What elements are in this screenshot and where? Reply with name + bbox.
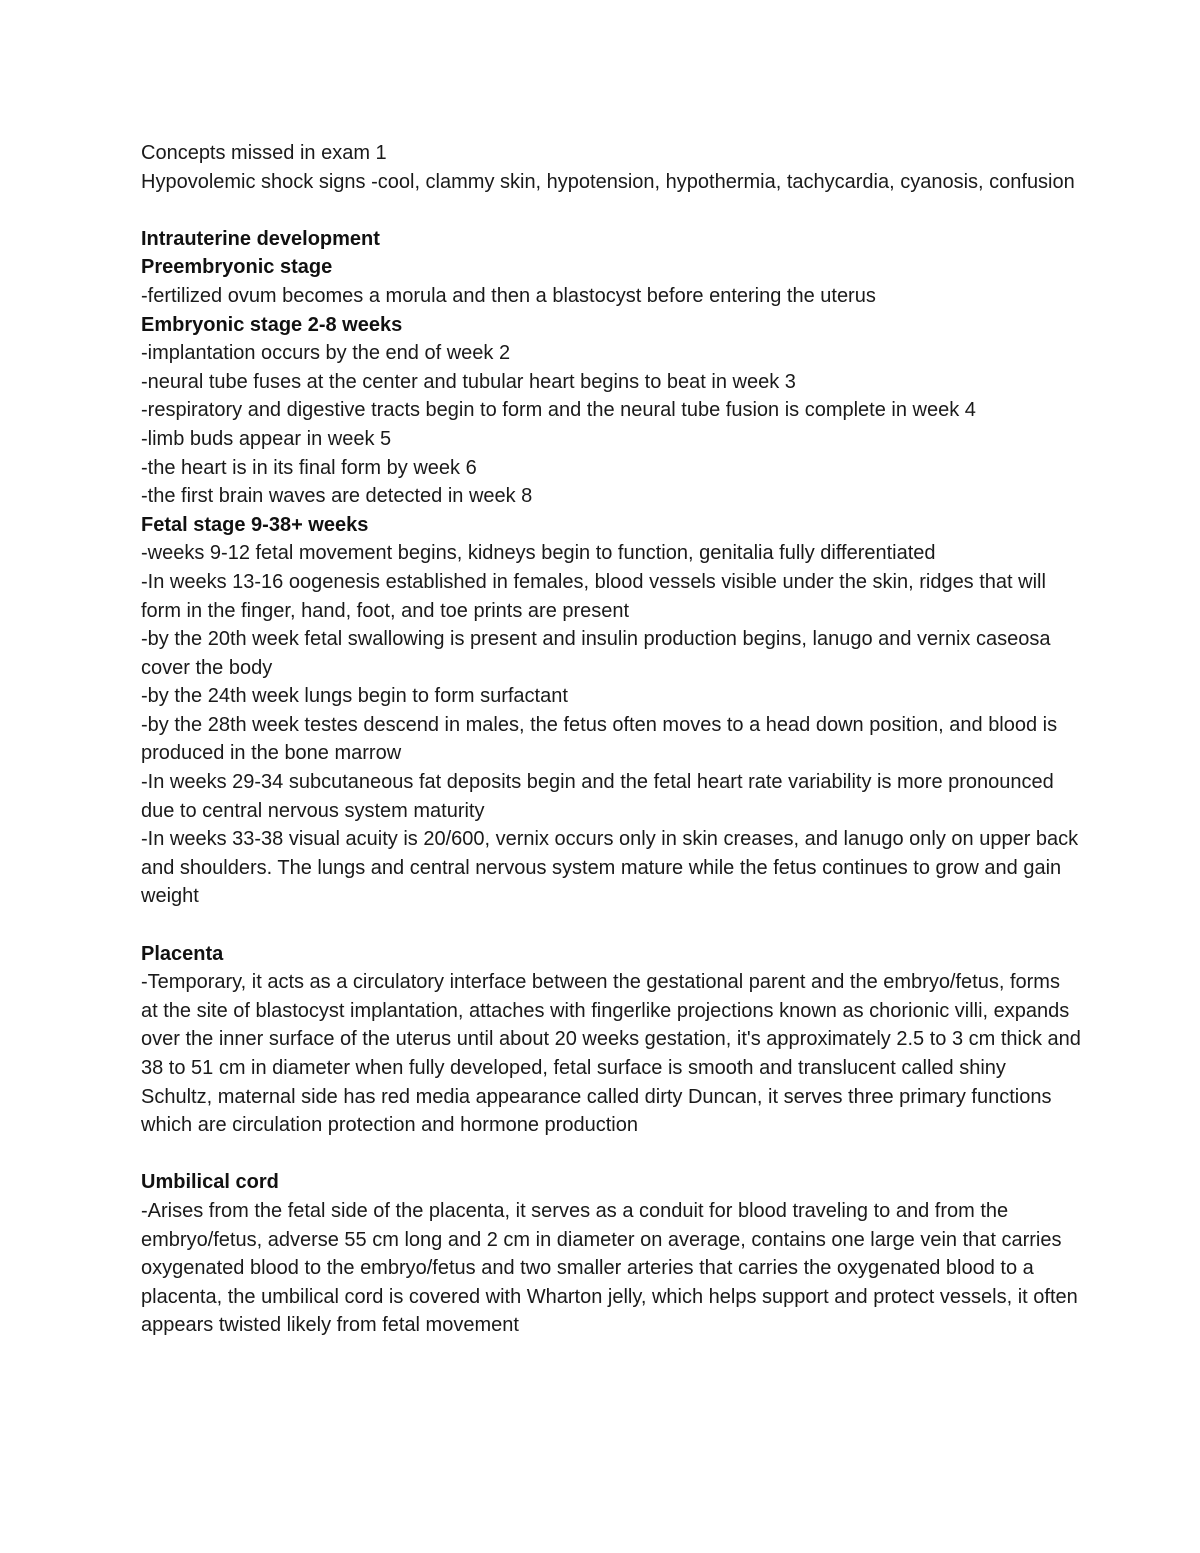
subheading-preembryonic: Preembryonic stage (141, 256, 333, 279)
list-item: -the heart is in its final form by week 6 (141, 456, 477, 479)
list-item: -In weeks 13-16 oogenesis established in females, blood vessels visible under the skin, ridges that will form in the finger, hand, foot, and toe prints are present (141, 570, 1046, 622)
list-item: -by the 28th week testes descend in males, the fetus often moves to a head down position, and blood is produced in the bone marrow (141, 713, 1058, 765)
list-item: -implantation occurs by the end of week 2 (141, 342, 511, 365)
subheading-fetal: Fetal stage 9-38+ weeks (141, 513, 369, 536)
spacer (141, 911, 1081, 940)
list-item: -neural tube fuses at the center and tubular heart begins to beat in week 3 (141, 370, 796, 393)
section-heading-intrauterine: Intrauterine development (141, 227, 380, 250)
document-page (141, 139, 1081, 1340)
shock-signs-paragraph: Hypovolemic shock signs -cool, clammy skin, hypotension, hypothermia, tachycardia, cyanosis, confusion (141, 170, 1075, 193)
placenta-paragraph: -Temporary, it acts as a circulatory interface between the gestational parent and the embryo/fetus, forms at the site of blastocyst implantation, attaches with fingerlike projections known as chorionic villi, expands over the inner surface of the uterus until about 20 weeks gestation, it's approximately 2.5 to 3 cm thick and 38 to 51 cm in diameter when fully developed, fetal surface is smooth and translucent called shiny Schultz, maternal side has red media appearance called dirty Duncan, it serves three primary functions which are circulation protection and hormone production (141, 971, 1081, 1137)
spacer (141, 196, 1081, 225)
list-item: -by the 20th week fetal swallowing is present and insulin production begins, lanugo and vernix caseosa cover the body (141, 628, 1051, 679)
subheading-embryonic: Embryonic stage 2-8 weeks (141, 313, 403, 336)
list-item: -by the 24th week lungs begin to form surfactant (141, 685, 568, 708)
section-heading-umbilical-cord: Umbilical cord (141, 1171, 279, 1194)
list-item: -respiratory and digestive tracts begin to form and the neural tube fusion is complete in week 4 (141, 399, 976, 422)
list-item: -In weeks 33-38 visual acuity is 20/600, vernix occurs only in skin creases, and lanugo only on upper back and shoulders. The lungs and central nervous system mature while the fetus continues to grow and gain weight (141, 828, 1079, 908)
list-item: -the first brain waves are detected in week 8 (141, 485, 533, 508)
list-item: -limb buds appear in week 5 (141, 427, 392, 450)
umbilical-cord-paragraph: -Arises from the fetal side of the placenta, it serves as a conduit for blood traveling to and from the embryo/fetus, adverse 55 cm long and 2 cm in diameter on average, contains one large vein that carries oxygenated blood to the embryo/fetus and two smaller arteries that carries the oxygenated blood to a placenta, the umbilical cord is covered with Wharton jelly, which helps support and protect vessels, it often appears twisted likely from fetal movement (141, 1199, 1078, 1337)
section-heading-placenta: Placenta (141, 942, 224, 965)
page-title: Concepts missed in exam 1 (141, 142, 387, 164)
list-item: -fertilized ovum becomes a morula and then a blastocyst before entering the uterus (141, 284, 876, 307)
list-item: -In weeks 29-34 subcutaneous fat deposits begin and the fetal heart rate variability is more pronounced due to central nervous system maturity (141, 771, 1054, 822)
spacer (141, 1140, 1081, 1169)
list-item: -weeks 9-12 fetal movement begins, kidneys begin to function, genitalia fully differentiated (141, 542, 936, 565)
